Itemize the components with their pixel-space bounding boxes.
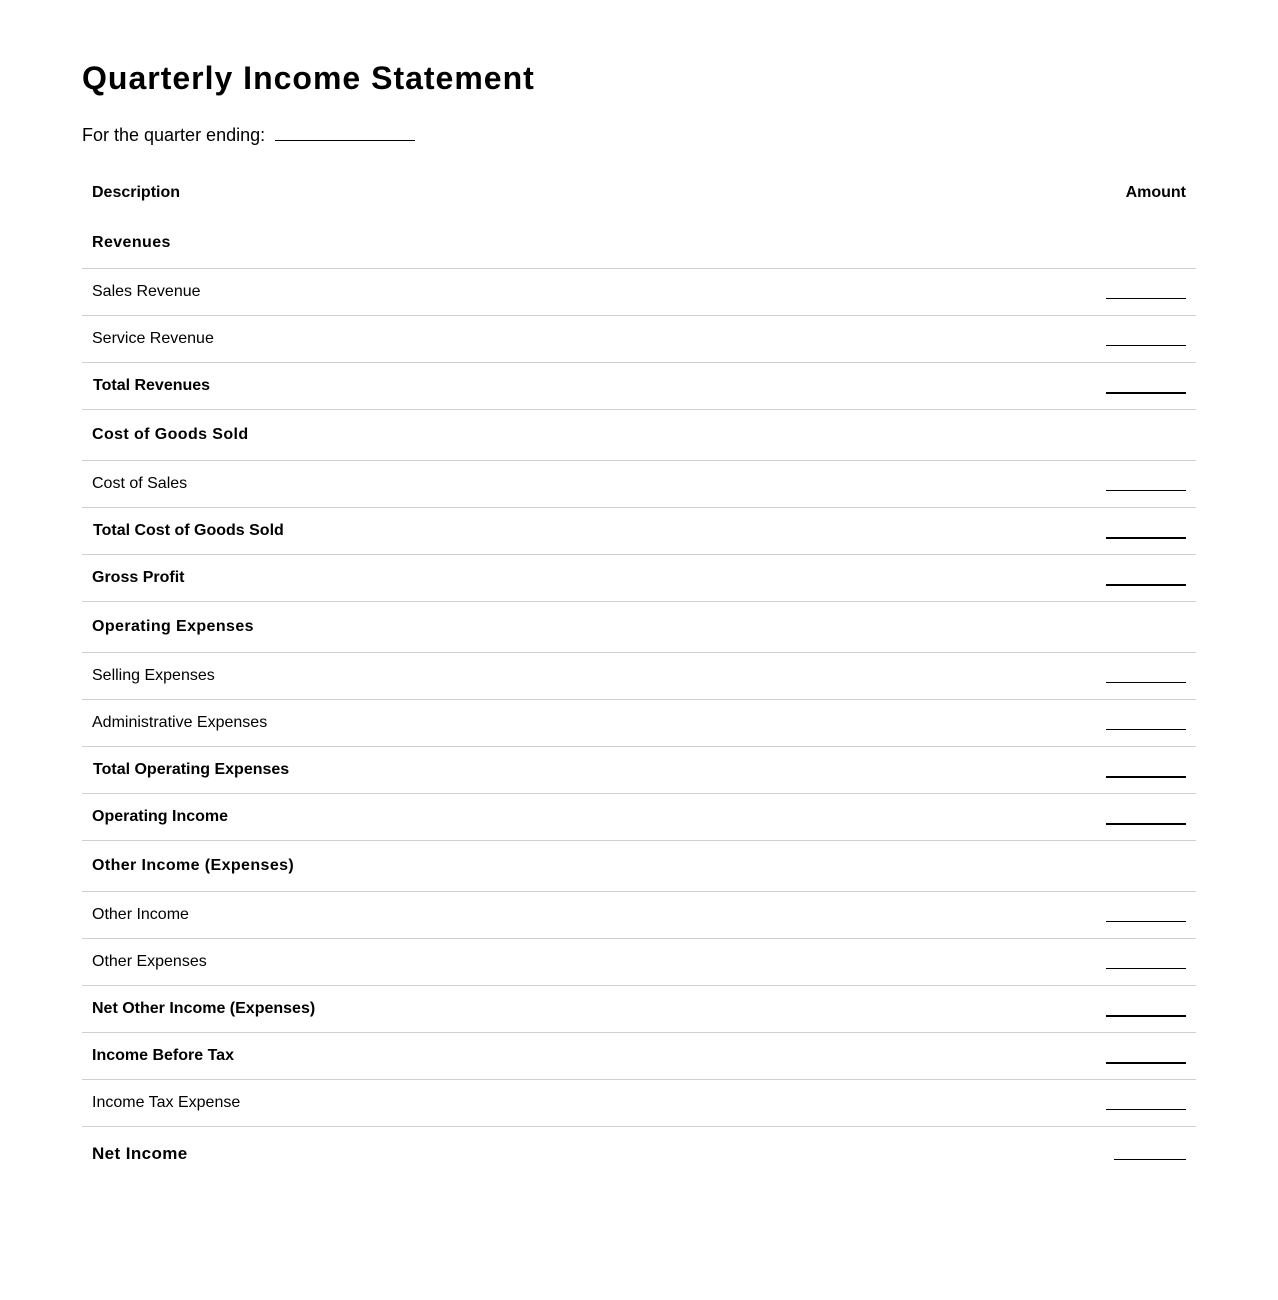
- row-label: Revenues: [92, 234, 171, 251]
- amount-blank-line[interactable]: [1114, 1159, 1186, 1160]
- amount-blank-line[interactable]: [1106, 490, 1186, 491]
- table-row-sub: [82, 555, 1196, 602]
- row-label: Operating Income: [82, 794, 871, 841]
- row-label: Administrative Expenses: [82, 700, 871, 747]
- amount-blank-line[interactable]: [1106, 921, 1186, 922]
- amount-blank-line[interactable]: [1106, 1015, 1186, 1017]
- row-label: Income Tax Expense: [82, 1080, 871, 1127]
- table-row-item: [82, 1080, 1196, 1127]
- table-row-item: [82, 939, 1196, 986]
- row-label: Total Revenues: [82, 363, 871, 410]
- amount-blank-line[interactable]: [1106, 392, 1186, 394]
- row-amount-cell: [871, 1033, 1196, 1080]
- row-amount-cell: [871, 892, 1196, 939]
- row-label: Operating Expenses: [82, 602, 871, 653]
- amount-blank-line[interactable]: [1106, 1109, 1186, 1110]
- row-amount-cell: [871, 555, 1196, 602]
- period-label: For the quarter ending:: [82, 125, 266, 145]
- row-amount-cell: [871, 939, 1196, 986]
- row-amount-cell: [871, 986, 1196, 1033]
- period-line: [82, 122, 1196, 146]
- income-statement-document: [82, 56, 1196, 1181]
- table-row-total: [82, 747, 1196, 794]
- table-row-item: [82, 269, 1196, 316]
- table-row-section: [82, 410, 1196, 461]
- column-header-amount: Amount: [1125, 184, 1186, 201]
- row-label: Sales Revenue: [82, 269, 871, 316]
- row-amount-cell: [871, 316, 1196, 363]
- table-row-section: [82, 602, 1196, 653]
- row-label: Net Income: [82, 1127, 871, 1182]
- row-amount-cell: [871, 410, 1196, 461]
- amount-blank-line[interactable]: [1106, 537, 1186, 539]
- amount-blank-line[interactable]: [1106, 345, 1186, 346]
- row-label: Other Income: [82, 892, 871, 939]
- table-row-item: [82, 892, 1196, 939]
- income-statement-table: [82, 168, 1196, 1181]
- table-row-total: [82, 363, 1196, 410]
- row-label: Other Income (Expenses): [82, 841, 871, 892]
- period-blank-field[interactable]: [275, 122, 415, 141]
- row-amount-cell: [871, 269, 1196, 316]
- row-label: Other Expenses: [82, 939, 871, 986]
- row-label: Income Before Tax: [82, 1033, 871, 1080]
- table-body: [82, 218, 1196, 1181]
- table-row-sub: [82, 986, 1196, 1033]
- column-header-description: Description: [92, 184, 181, 201]
- row-amount-cell: [871, 508, 1196, 555]
- row-amount-cell: [871, 363, 1196, 410]
- row-label: Net Other Income (Expenses): [82, 986, 871, 1033]
- row-amount-cell: [871, 602, 1196, 653]
- row-amount-cell: [871, 461, 1196, 508]
- row-amount-cell: [871, 653, 1196, 700]
- table-row-item: [82, 316, 1196, 363]
- table-header-row: [82, 168, 1196, 218]
- amount-blank-line[interactable]: [1106, 823, 1186, 825]
- amount-blank-line[interactable]: [1106, 1062, 1186, 1064]
- amount-blank-line[interactable]: [1106, 682, 1186, 683]
- row-label: Selling Expenses: [82, 653, 871, 700]
- amount-blank-line[interactable]: [1106, 968, 1186, 969]
- table-row-item: [82, 461, 1196, 508]
- row-amount-cell: [871, 747, 1196, 794]
- table-row-section: [82, 218, 1196, 269]
- amount-blank-line[interactable]: [1106, 776, 1186, 778]
- row-label: Total Cost of Goods Sold: [82, 508, 871, 555]
- table-row-item: [82, 653, 1196, 700]
- row-label: Service Revenue: [82, 316, 871, 363]
- row-label: Gross Profit: [82, 555, 871, 602]
- row-amount-cell: [871, 1080, 1196, 1127]
- row-amount-cell: [871, 794, 1196, 841]
- table-row-section: [82, 841, 1196, 892]
- row-amount-cell: [871, 218, 1196, 269]
- amount-blank-line[interactable]: [1106, 298, 1186, 299]
- table-row-sub: [82, 1033, 1196, 1080]
- amount-blank-line[interactable]: [1106, 584, 1186, 586]
- row-amount-cell: [871, 1127, 1196, 1182]
- row-amount-cell: [871, 700, 1196, 747]
- row-label: Total Operating Expenses: [82, 747, 871, 794]
- row-label: Cost of Sales: [82, 461, 871, 508]
- row-amount-cell: [871, 841, 1196, 892]
- page-title: Quarterly Income Statement: [82, 60, 535, 96]
- row-label: Cost of Goods Sold: [82, 410, 871, 461]
- table-row-item: [82, 700, 1196, 747]
- amount-blank-line[interactable]: [1106, 729, 1186, 730]
- table-row-sub: [82, 794, 1196, 841]
- table-row-total: [82, 508, 1196, 555]
- table-row-net: [82, 1127, 1196, 1182]
